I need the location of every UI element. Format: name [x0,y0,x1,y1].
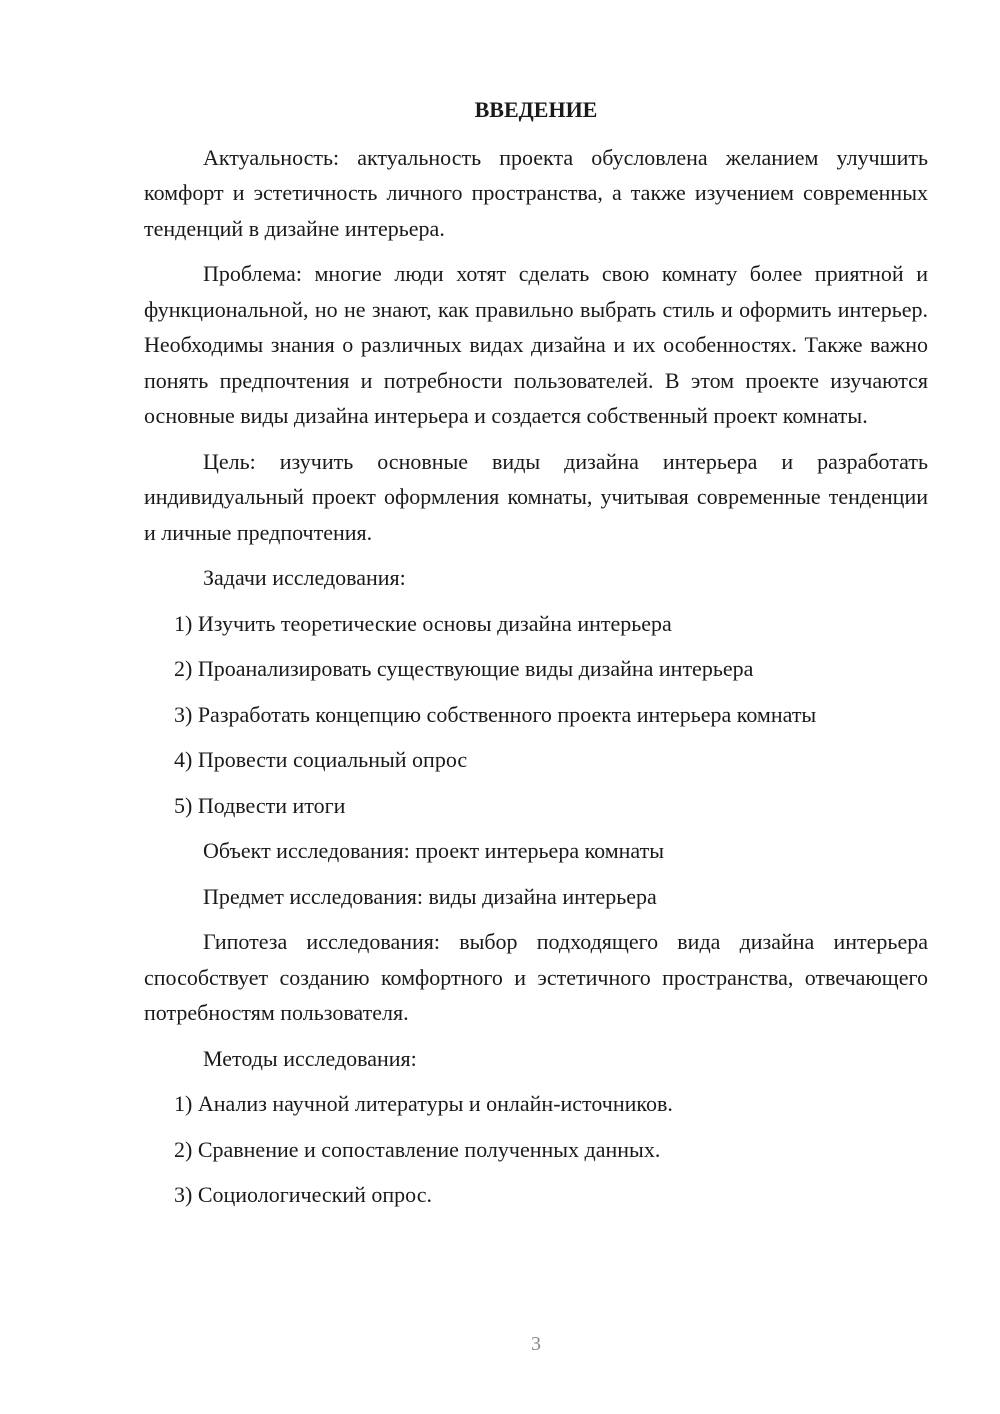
problem-paragraph: Проблема: многие люди хотят сделать свою комнату более приятной и функциональной, но не знают, как правильно выбрать стиль и оформить интерьер. Необходимы знания о различных видах дизайна и их особенностях. Также важно понять предпочтения и потребности пользователей. В этом проекте изучаются основные виды дизайна интерьера и создается собственный проект комнаты. [144,261,928,428]
page-title: ВВЕДЕНИЕ [474,97,598,122]
task-item: 5) Подвести итоги [174,792,346,818]
tasks-heading: Задачи исследования: [203,565,406,590]
page-content [144,92,928,1223]
task-item: 2) Проанализировать существующие виды дизайна интерьера [174,656,754,681]
method-item: 1) Анализ научной литературы и онлайн-источников. [174,1091,673,1116]
hypothesis-paragraph: Гипотеза исследования: выбор подходящего вида дизайна интерьера способствует созданию комфортного и эстетичного пространства, отвечающего потребностям пользователя. [144,929,928,1025]
page-number: 3 [531,1333,541,1355]
task-item: 3) Разработать концепцию собственного проекта интерьера комнаты [174,701,817,727]
method-item: 2) Сравнение и сопоставление полученных данных. [174,1136,661,1162]
method-item: 3) Социологический опрос. [174,1182,432,1207]
object-line: Объект исследования: проект интерьера комнаты [203,838,665,863]
goal-paragraph: Цель: изучить основные виды дизайна интерьера и разработать индивидуальный проект оформления комнаты, учитывая современные тенденции и личные предпочтения. [144,448,928,545]
task-item: 4) Провести социальный опрос [174,747,468,772]
methods-heading: Методы исследования: [203,1045,417,1071]
relevance-paragraph: Актуальность: актуальность проекта обусловлена желанием улучшить комфорт и эстетичность личного пространства, а также изучением современных тенденций в дизайне интерьера. [144,144,928,241]
subject-line: Предмет исследования: виды дизайна интерьера [203,883,657,909]
task-item: 1) Изучить теоретические основы дизайна интерьера [174,610,672,636]
